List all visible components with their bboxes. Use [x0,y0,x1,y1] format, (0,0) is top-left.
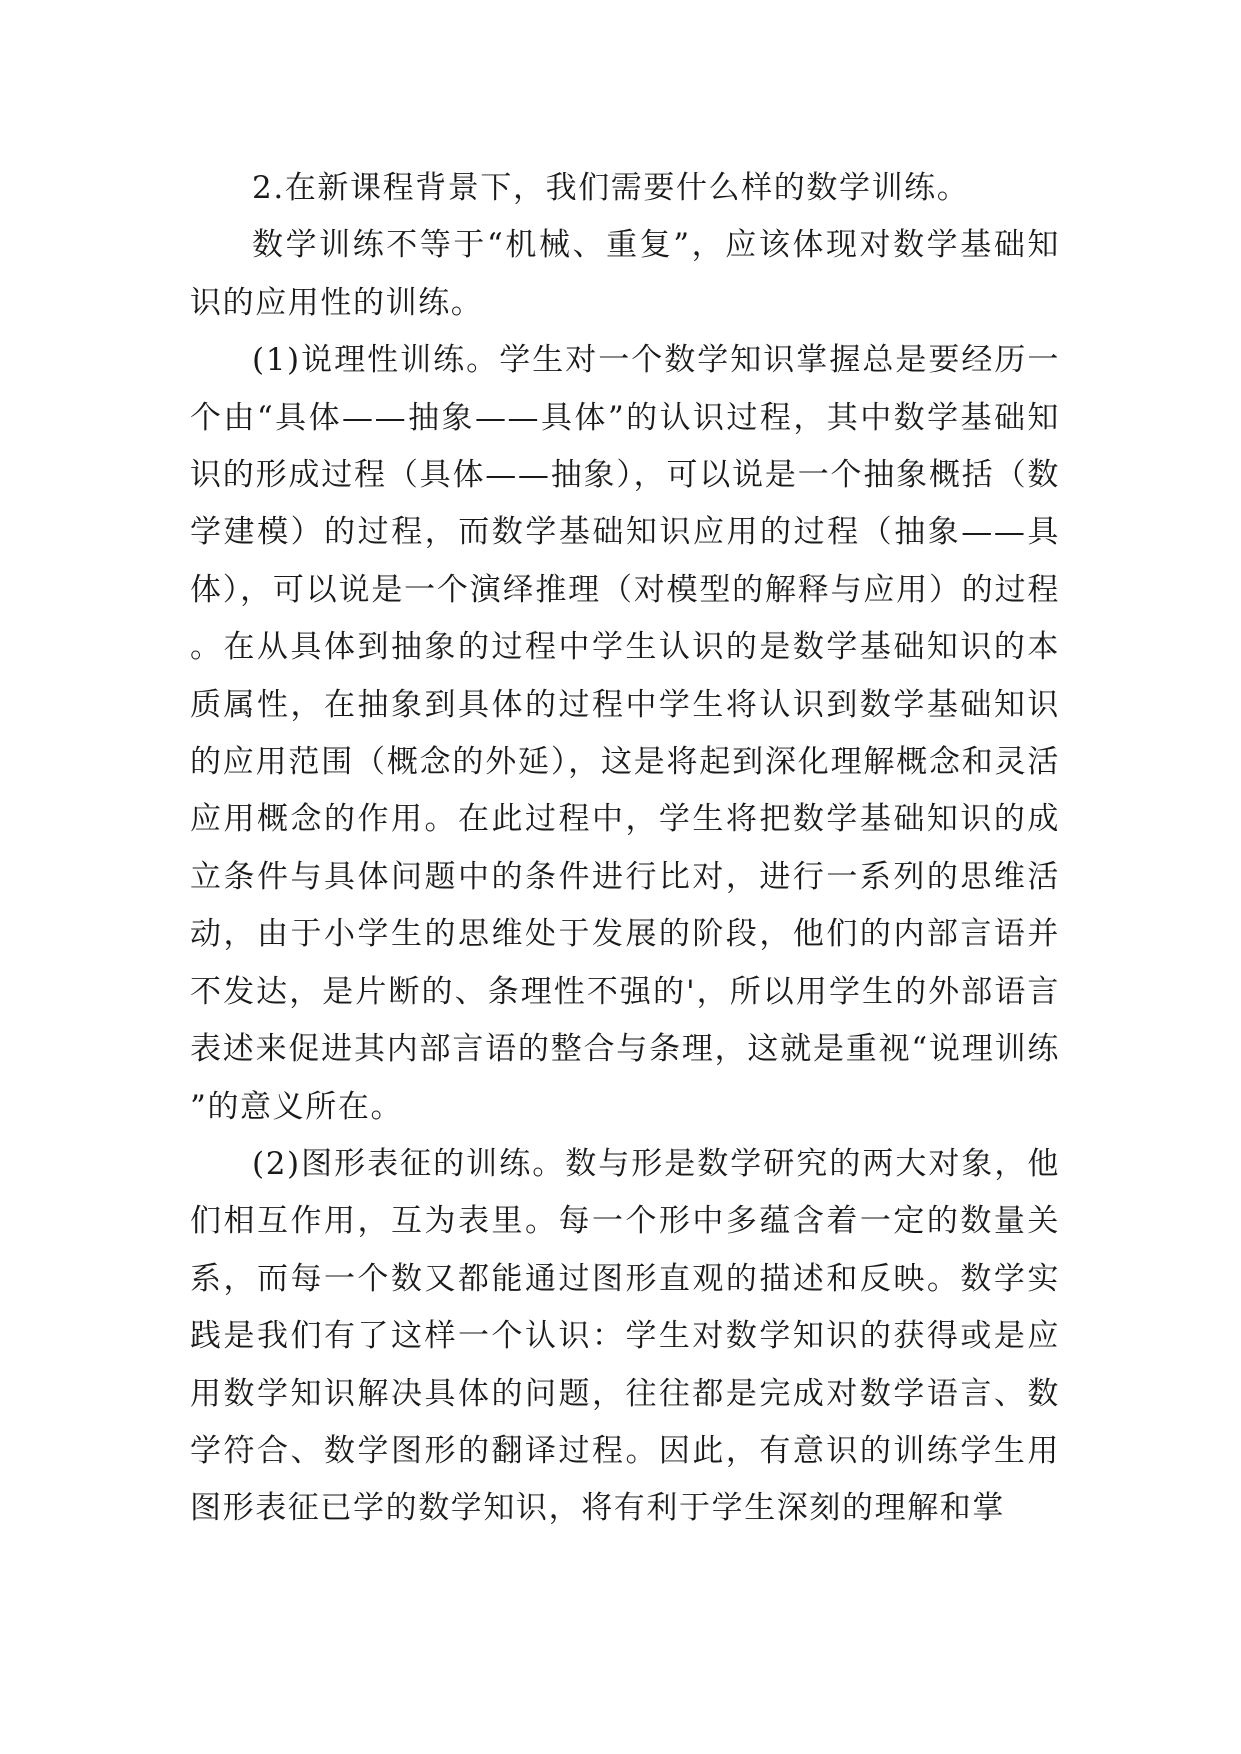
section-heading: 2.在新课程背景下，我们需要什么样的数学训练。 [252,170,970,206]
document-body [190,160,1060,1538]
graphic-representation-paragraph: (2)图形表征的训练。数与形是数学研究的两大对象，他们相互作用，互为表里。每一个形中多蕴含着一定的数量关系，而每一个数又都能通过图形直观的描述和反映。数学实践是我们有了这样一个认识：学生对数学知识的获得或是应用数学知识解决具体的问题，往往都是完成对数学语言、数学符合、数学图形的翻译过程。因此，有意识的训练学生用图形表征已学的数学知识，将有利于学生深刻的理解和掌 [190,1145,1060,1527]
intro-paragraph: 数学训练不等于“机械、重复”，应该体现对数学基础知识的应用性的训练。 [190,227,1060,321]
reasoning-training-paragraph: (1)说理性训练。学生对一个数学知识掌握总是要经历一个由“具体——抽象——具体”的认识过程，其中数学基础知识的形成过程（具体——抽象），可以说是一个抽象概括（数学建模）的过程，而数学基础知识应用的过程（抽象——具体），可以说是一个演绎推理（对模型的解释与应用）的过程。在从具体到抽象的过程中学生认识的是数学基础知识的本质属性，在抽象到具体的过程中学生将认识到数学基础知识的应用范围（概念的外延），这是将起到深化理解概念和灵活应用概念的作用。在此过程中，学生将把数学基础知识的成立条件与具体问题中的条件进行比对，进行一系列的思维活动，由于小学生的思维处于发展的阶段，他们的内部言语并不发达，是片断的、条理性不强的'，所以用学生的外部语言表述来促进其内部言语的整合与条理，这就是重视“说理训练”的意义所在。 [190,342,1060,1125]
